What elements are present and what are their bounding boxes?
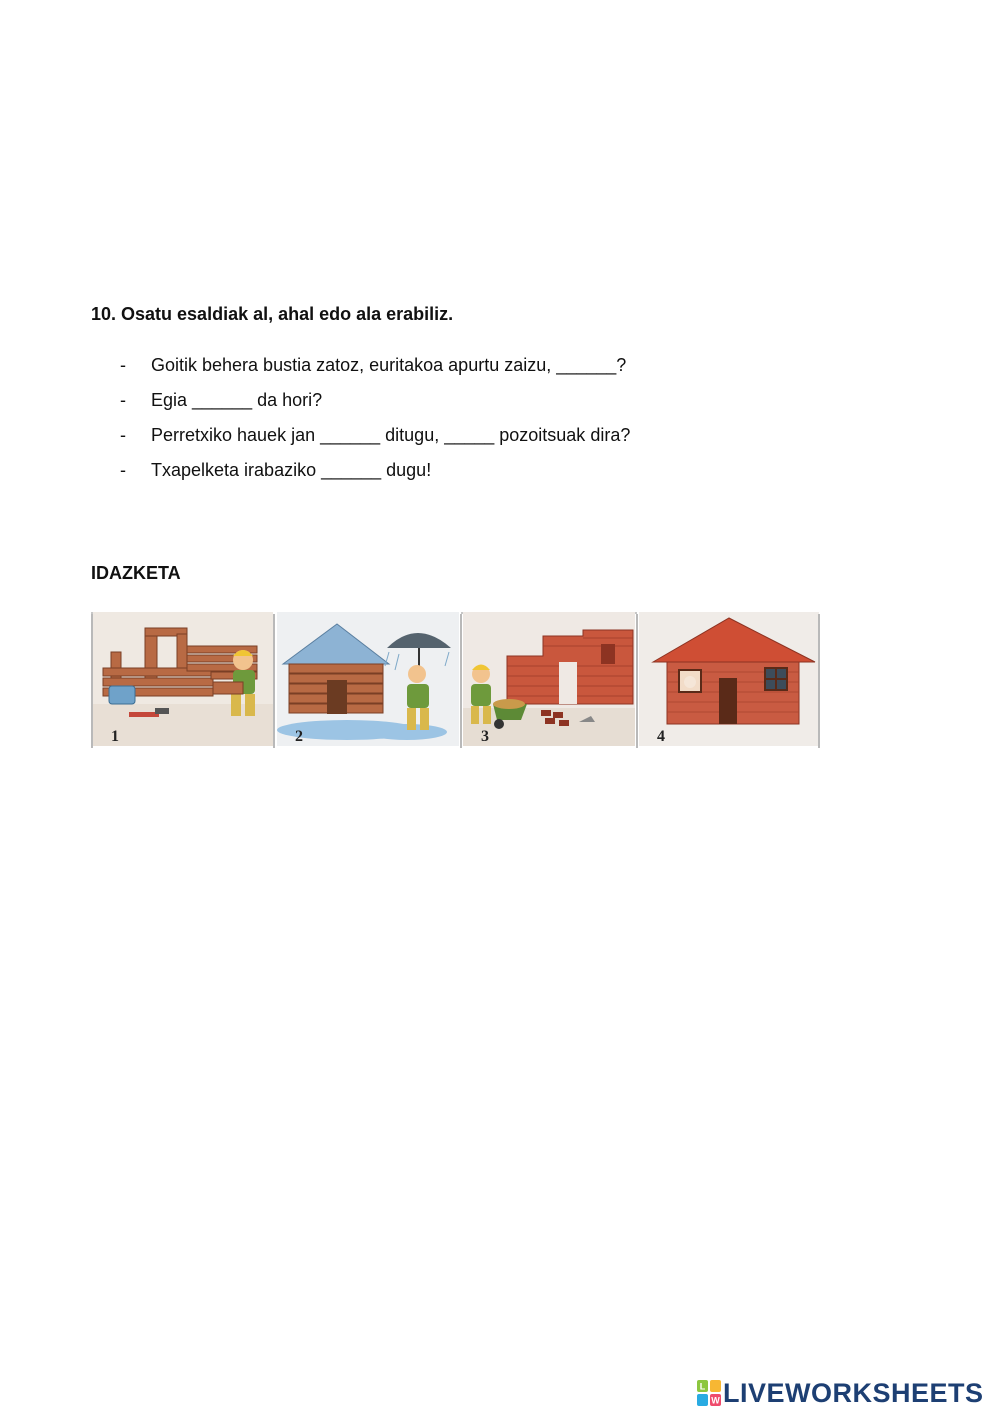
picture-panel-3 [463,612,635,746]
bullet-dash: - [120,390,126,410]
bullet-dash: - [120,355,126,375]
finished-brick-house-illustration [639,612,819,746]
sentence-list [120,352,630,492]
picture-panel-4 [639,612,819,746]
list-item [120,387,630,422]
bullet-dash: - [120,425,126,445]
logo-letter: L [699,1381,706,1392]
panel-number: 3 [481,728,489,745]
sentence-text: Egia ______ da hori? [151,390,323,410]
list-item [120,422,630,457]
wood-house-rain-illustration [277,612,459,746]
panel-number: 2 [295,728,303,745]
picture-sequence [91,612,820,748]
sentence-text: Perretxiko hauek jan ______ ditugu, _____ pozoitsuak dira? [151,425,631,445]
liveworksheets-logo-icon [697,1380,721,1406]
logo-text: LIVEWORKSHEETS [723,1377,984,1408]
panel-number: 1 [111,728,119,745]
picture-panel-2 [277,612,459,746]
list-item [120,457,630,492]
panel-number: 4 [657,728,665,745]
bullet-dash: - [120,460,126,480]
sentence-text: Goitik behera bustia zatoz, euritakoa apurtu zaizu, ______? [151,355,627,375]
building-brick-house-illustration [463,612,635,746]
sentence-text: Txapelketa irabaziko ______ dugu! [151,460,432,480]
section-title: IDAZKETA [91,563,181,583]
foundation-wood-house-illustration [93,612,273,746]
list-item [120,352,630,387]
exercise-title: 10. Osatu esaldiak al, ahal edo ala erabiliz. [91,304,454,324]
logo-letter: W [711,1395,720,1406]
picture-panel-1 [93,612,273,746]
liveworksheets-logo [697,1378,984,1408]
